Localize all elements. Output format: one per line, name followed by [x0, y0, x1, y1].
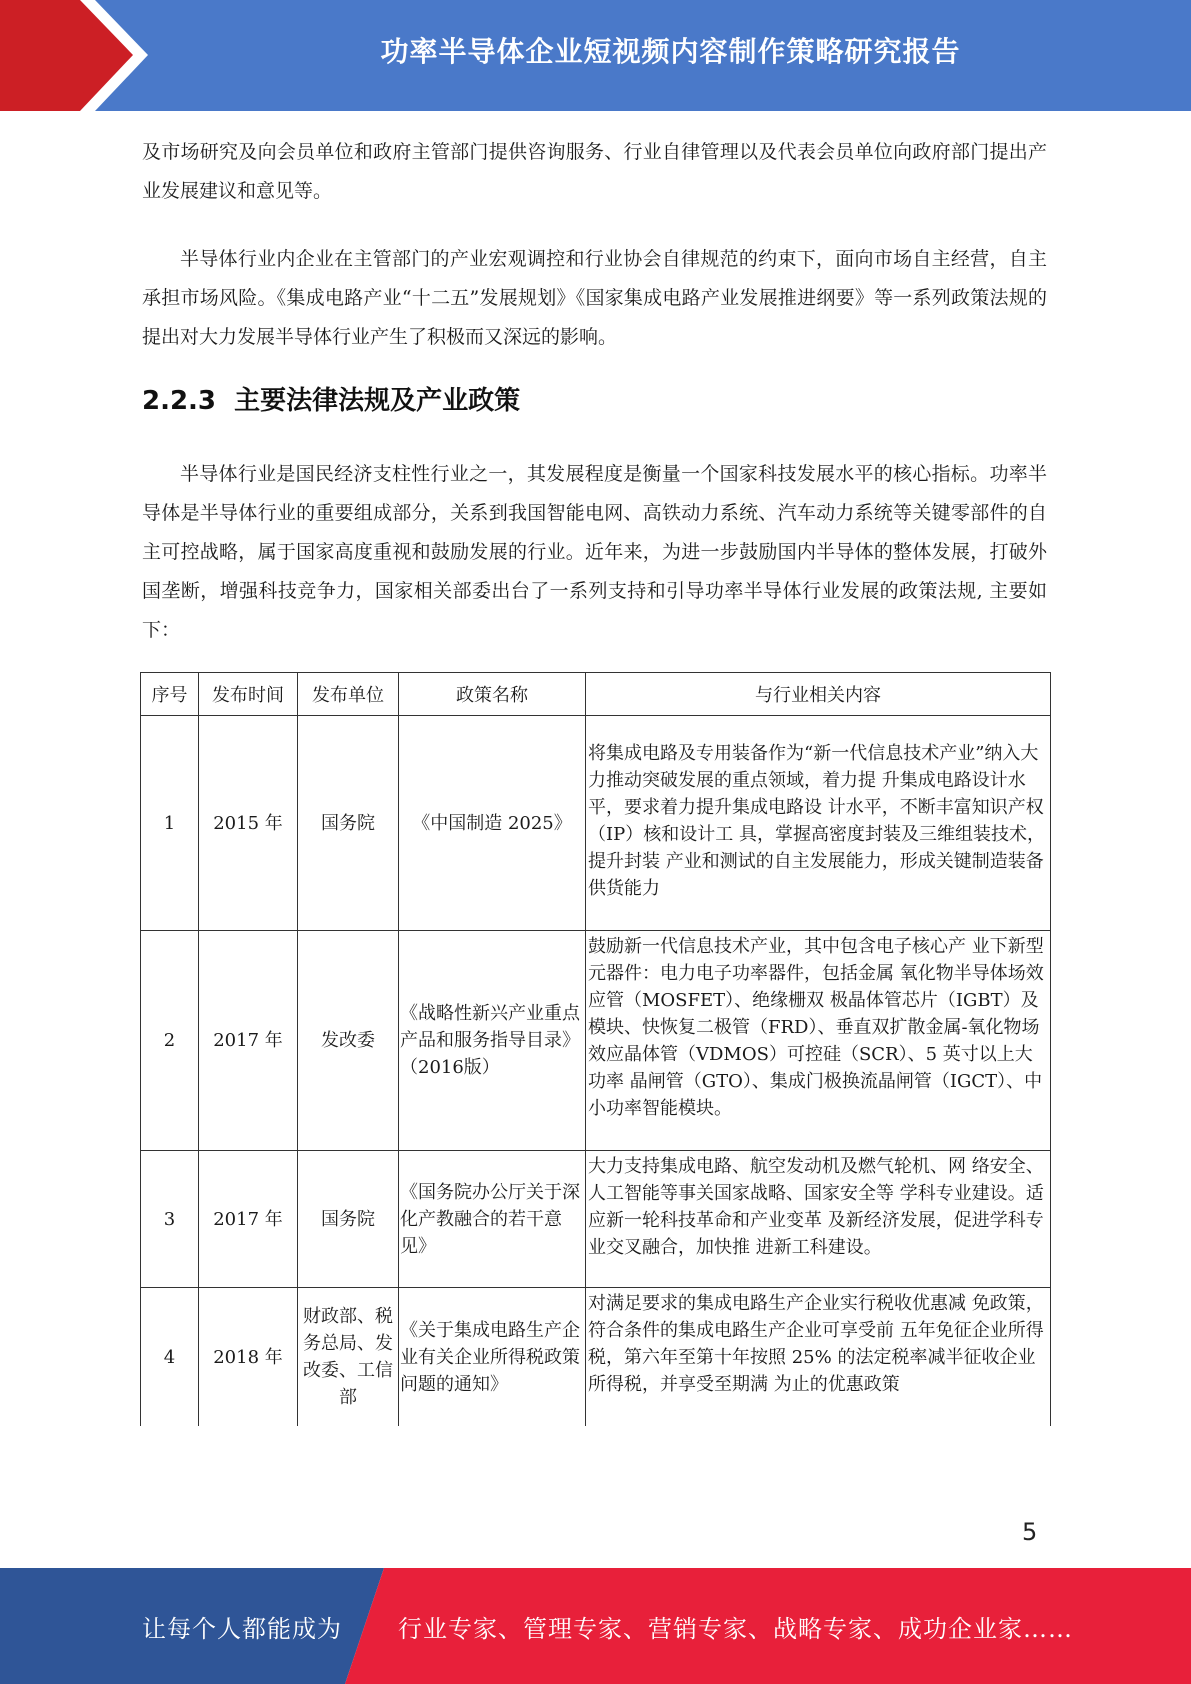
header-content: 与行业相关内容 [586, 673, 1051, 716]
policy-table [140, 672, 1051, 1426]
cell-issuer: 财政部、税务总局、发改委、工信部 [298, 1288, 399, 1427]
cell-policy: 《中国制造 2025》 [399, 716, 586, 931]
cell-date: 2017 年 [199, 931, 298, 1151]
cell-no: 1 [141, 716, 199, 931]
page-footer [0, 1568, 1191, 1684]
cell-content: 对满足要求的集成电路生产企业实行税收优惠减 免政策，符合条件的集成电路生产企业可享受前 五年免征企业所得税，第六年至第十年按照 25% 的法定税率减半征收企业所得税，并享受至期满 为止的优惠政策 [586, 1288, 1051, 1427]
cell-policy: 《战略性新兴产业重点产品和服务指导目录》（2016版） [399, 931, 586, 1151]
cell-no: 3 [141, 1151, 199, 1288]
header-policy: 政策名称 [399, 673, 586, 716]
cell-content: 大力支持集成电路、航空发动机及燃气轮机、网 络安全、人工智能等事关国家战略、国家安全等 学科专业建设。适应新一轮科技革命和产业变革 及新经济发展，促进学科专业交叉融合，加快推 进新工科建设。 [586, 1151, 1051, 1288]
cell-date: 2018 年 [199, 1288, 298, 1427]
cell-content: 将集成电路及专用装备作为“新一代信息技术产业”纳入大力推动突破发展的重点领域，着力提 升集成电路设计水平，要求着力提升集成电路设 计水平，不断丰富知识产权（IP）核和设计工 具，掌握高密度封装及三维组装技术，提升封装 产业和测试的自主发展能力，形成关键制造装备 供货能力 [586, 716, 1051, 931]
cell-no: 2 [141, 931, 199, 1151]
report-title: 功率半导体企业短视频内容制作策略研究报告 [380, 35, 961, 68]
cell-no: 4 [141, 1288, 199, 1427]
header-no: 序号 [141, 673, 199, 716]
header-issuer: 发布单位 [298, 673, 399, 716]
paragraph-intro: 及市场研究及向会员单位和政府主管部门提供咨询服务、行业自律管理以及代表会员单位向政府部门提出产业发展建议和意见等。 [142, 141, 1047, 202]
page-number: 5 [1022, 1518, 1038, 1546]
cell-content: 鼓励新一代信息技术产业，其中包含电子核心产 业下新型元器件：电力电子功率器件，包括金属 氧化物半导体场效应管（MOSFET）、绝缘栅双 极晶体管芯片（IGBT）及模块、快恢复二极管（FRD）、垂直双扩散金属-氧化物场效应晶体管（VDMOS）可控硅（SCR）、5 英寸以上大功率 晶闸管（GTO）、集成门极换流晶闸管（IGCT）、中小功率智能模块。 [586, 931, 1051, 1151]
paragraph-industry-regulation: 半导体行业内企业在主管部门的产业宏观调控和行业协会自律规范的约束下，面向市场自主经营，自主承担市场风险。《集成电路产业“十二五”发展规划》《国家集成电路产业发展推进纲要》等一系列政策法规的提出对大力发展半导体行业产生了积极而又深远的影响。 [142, 248, 1047, 348]
table-row [141, 1288, 1051, 1427]
footer-slogan-right: 行业专家、管理专家、营销专家、战略专家、成功企业家…… [398, 1614, 1073, 1643]
cell-date: 2015 年 [199, 716, 298, 931]
table-row [141, 716, 1051, 931]
cell-policy: 《国务院办公厅关于深化产教融合的若干意见》 [399, 1151, 586, 1288]
cell-issuer: 发改委 [298, 931, 399, 1151]
cell-policy: 《关于集成电路生产企业有关企业所得税政策问题的通知》 [399, 1288, 586, 1427]
section-heading [142, 380, 520, 417]
table-header-row [141, 673, 1051, 716]
header-date: 发布时间 [199, 673, 298, 716]
table-row [141, 1151, 1051, 1288]
page-header [0, 0, 1191, 111]
cell-date: 2017 年 [199, 1151, 298, 1288]
section-title: 主要法律法规及产业政策 [234, 386, 521, 416]
cell-issuer: 国务院 [298, 1151, 399, 1288]
table-row [141, 931, 1051, 1151]
paragraph-policy-intro: 半导体行业是国民经济支柱性行业之一，其发展程度是衡量一个国家科技发展水平的核心指标。功率半导体是半导体行业的重要组成部分，关系到我国智能电网、高铁动力系统、汽车动力系统等关键零部件的自主可控战略，属于国家高度重视和鼓励发展的行业。近年来，为进一步鼓励国内半导体的整体发展，打破外国垄断，增强科技竞争力，国家相关部委出台了一系列支持和引导功率半导体行业发展的政策法规, 主要如下： [142, 463, 1047, 641]
cell-issuer: 国务院 [298, 716, 399, 931]
footer-slogan-left: 让每个人都能成为 [142, 1614, 342, 1643]
section-number: 2.2.3 [142, 386, 217, 416]
